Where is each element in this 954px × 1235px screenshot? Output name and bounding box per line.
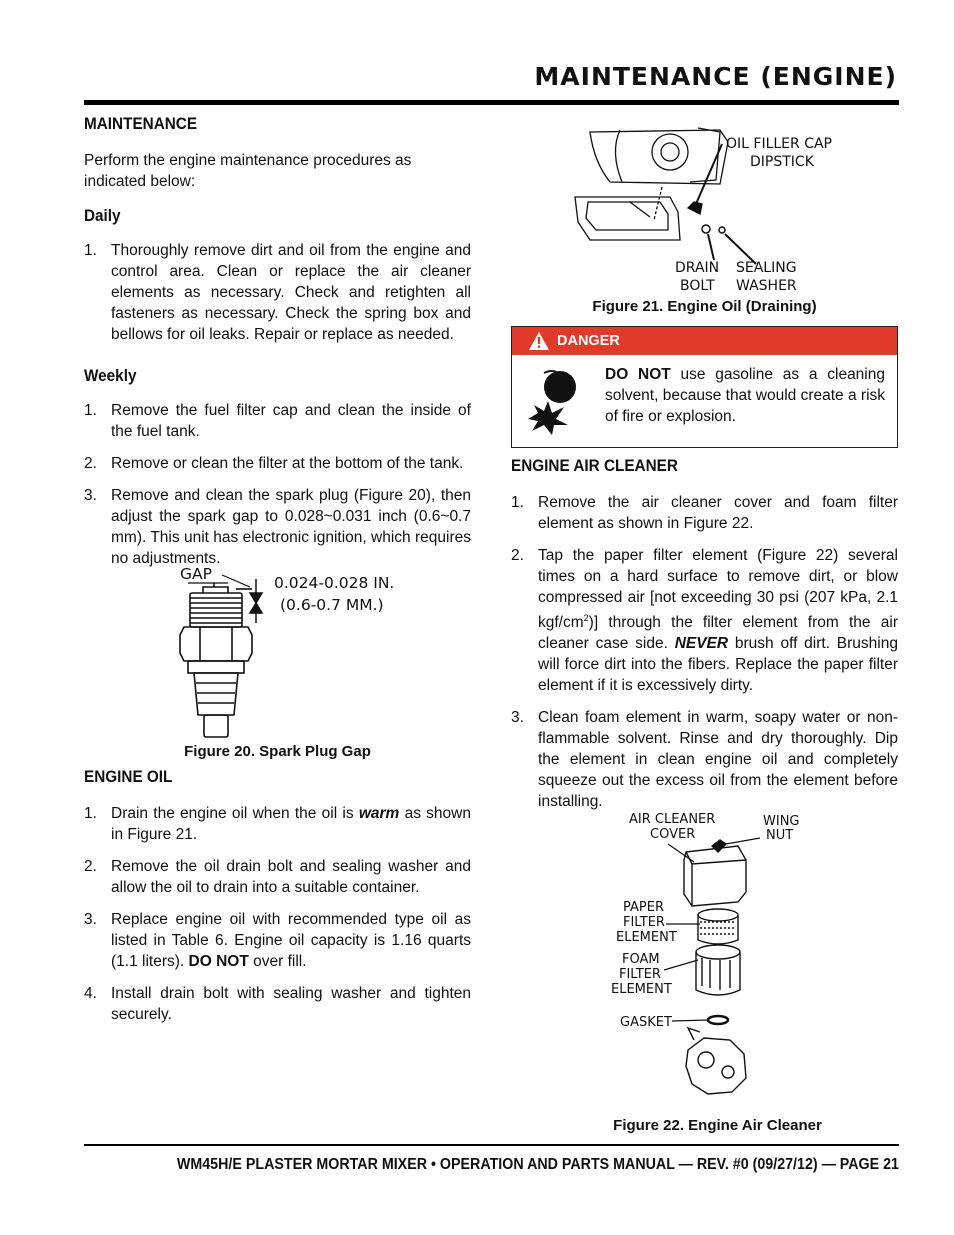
figure-20-caption: Figure 20. Spark Plug Gap	[184, 743, 371, 760]
emphasis-never: NEVER	[674, 635, 729, 653]
warning-triangle-icon	[528, 331, 550, 351]
list-number: 1.	[84, 805, 97, 822]
list-number: 2.	[84, 858, 97, 875]
list-text: Drain the engine oil when the oil is	[111, 805, 359, 822]
label-paper-element: ELEMENT	[616, 930, 677, 945]
list-item	[84, 856, 471, 898]
engine-oil-section	[84, 767, 471, 1036]
label-gasket: GASKET	[620, 1015, 672, 1030]
list-text: Install drain bolt with sealing washer and tighten securely.	[111, 985, 471, 1023]
gap-measure-mm: (0.6-0.7 MM.)	[280, 596, 384, 614]
weekly-list	[84, 400, 471, 569]
label-bolt: BOLT	[680, 278, 715, 294]
figure-22-caption: Figure 22. Engine Air Cleaner	[613, 1117, 822, 1134]
danger-header	[512, 327, 897, 355]
list-number: 3.	[511, 709, 524, 727]
air-cleaner-figure	[608, 810, 808, 1110]
list-text: )] through the filter element from the air cleaner case side.	[538, 614, 898, 653]
list-item	[84, 983, 471, 1025]
engine-oil-list	[84, 803, 471, 1025]
list-text: Thoroughly remove dirt and oil from the engine and control area. Clean or replace the air cleaner elements as necessary. Check and retighten all fasteners as necessary. Check the spring box and bellows for oil leaks. Repair or replace as needed.	[111, 242, 471, 343]
danger-box	[511, 326, 898, 448]
label-dipstick: DIPSTICK	[750, 154, 814, 170]
maintenance-heading: MAINTENANCE	[84, 114, 198, 133]
danger-emphasis: DO NOT	[605, 366, 671, 383]
page-title: MAINTENANCE (ENGINE)	[534, 62, 897, 91]
danger-message	[605, 364, 885, 427]
list-text: Replace engine oil with recommended type oil as listed in Table 6. Engine oil capacity is 1.16 quarts (1.1 liters).	[111, 911, 471, 970]
air-cleaner-heading: ENGINE AIR CLEANER	[511, 456, 678, 475]
footer-rule	[84, 1144, 899, 1146]
label-foam-filter: FILTER	[619, 967, 661, 982]
list-text: Remove and clean the spark plug (Figure 20), then adjust the spark gap to 0.028~0.031 inch (0.6~0.7 mm). This unit has electronic ignition, which requires no adjustments.	[111, 487, 471, 567]
danger-text: use gasoline as a cleaning solvent, because that would create a risk of fire or explosion.	[605, 366, 886, 425]
list-number: 2.	[511, 547, 524, 564]
list-text: Remove the air cleaner cover and foam filter element as shown in Figure 22.	[538, 494, 898, 532]
label-drain: DRAIN	[675, 260, 720, 276]
label-oil-filler-cap: OIL FILLER CAP	[726, 136, 832, 152]
superscript: 2	[583, 613, 589, 623]
list-text: Remove the oil drain bolt and sealing washer and allow the oil to drain into a suitable container.	[111, 858, 471, 896]
label-nut: NUT	[766, 828, 794, 843]
list-item	[511, 545, 898, 696]
list-number: 1.	[84, 402, 97, 419]
list-number: 3.	[84, 487, 97, 504]
air-cleaner-list	[511, 492, 898, 812]
emphasis-warm: warm	[358, 805, 400, 822]
daily-heading: Daily	[84, 206, 121, 225]
list-item	[511, 707, 898, 812]
list-item	[84, 909, 471, 972]
label-sealing: SEALING	[736, 260, 797, 276]
list-item	[511, 492, 898, 534]
label-air-cleaner: AIR CLEANER	[629, 812, 716, 827]
engine-oil-heading: ENGINE OIL	[84, 767, 173, 786]
label-foam: FOAM	[622, 952, 660, 967]
list-text: over fill.	[248, 953, 307, 970]
figure-21-caption: Figure 21. Engine Oil (Draining)	[592, 298, 817, 315]
emphasis-do-not: DO NOT	[188, 953, 249, 970]
list-number: 1.	[84, 242, 97, 259]
weekly-heading: Weekly	[84, 366, 137, 385]
list-number: 3.	[84, 911, 97, 928]
maintenance-intro: Perform the engine maintenance procedures as indicated below:	[84, 152, 412, 190]
list-number: 4.	[84, 985, 97, 1002]
list-text: as shown in Figure 21.	[111, 805, 471, 843]
label-paper: PAPER	[623, 900, 664, 915]
list-item	[84, 485, 471, 569]
explosion-icon	[524, 367, 584, 437]
label-paper-filter: FILTER	[623, 915, 665, 930]
list-text: Remove or clean the filter at the bottom of the tank.	[111, 455, 464, 472]
page-footer: WM45H/E PLASTER MORTAR MIXER • OPERATION AND PARTS MANUAL — REV. #0 (09/27/12) — PAGE 21	[176, 1156, 899, 1173]
list-text: Tap the paper filter element (Figure 22) several times on a hard surface to remove dirt, or blow compressed air [not exceeding 30 psi (207 kPa, 2.1 kgf/cm	[538, 547, 898, 632]
left-column	[84, 114, 471, 580]
gap-label: GAP	[180, 565, 212, 583]
label-wing: WING	[763, 814, 800, 829]
label-cover: COVER	[650, 827, 696, 842]
list-text: brush off dirt. Brushing will force dirt into the fibers. Replace the paper filter element if it is excessively dirty.	[538, 635, 898, 695]
list-text: Clean foam element in warm, soapy water or non-flammable solvent. Rinse and dry thoroughly. Dip the element in clean engine oil and completely squeeze out the excess oil from the element before installing.	[538, 709, 898, 811]
header-rule	[84, 100, 899, 105]
list-item	[84, 240, 471, 345]
daily-list	[84, 240, 471, 345]
list-item	[84, 453, 471, 474]
list-item	[84, 400, 471, 442]
engine-oil-figure	[570, 122, 870, 297]
list-number: 1.	[511, 494, 524, 511]
spark-plug-figure	[178, 565, 418, 741]
danger-label: DANGER	[557, 333, 620, 349]
label-foam-element: ELEMENT	[611, 982, 672, 997]
list-item	[84, 803, 471, 845]
label-washer: WASHER	[736, 278, 797, 294]
air-cleaner-section	[511, 456, 898, 823]
gap-measure-inches: 0.024-0.028 IN.	[274, 574, 395, 592]
list-number: 2.	[84, 455, 97, 472]
list-text: Remove the fuel filter cap and clean the inside of the fuel tank.	[111, 402, 471, 440]
